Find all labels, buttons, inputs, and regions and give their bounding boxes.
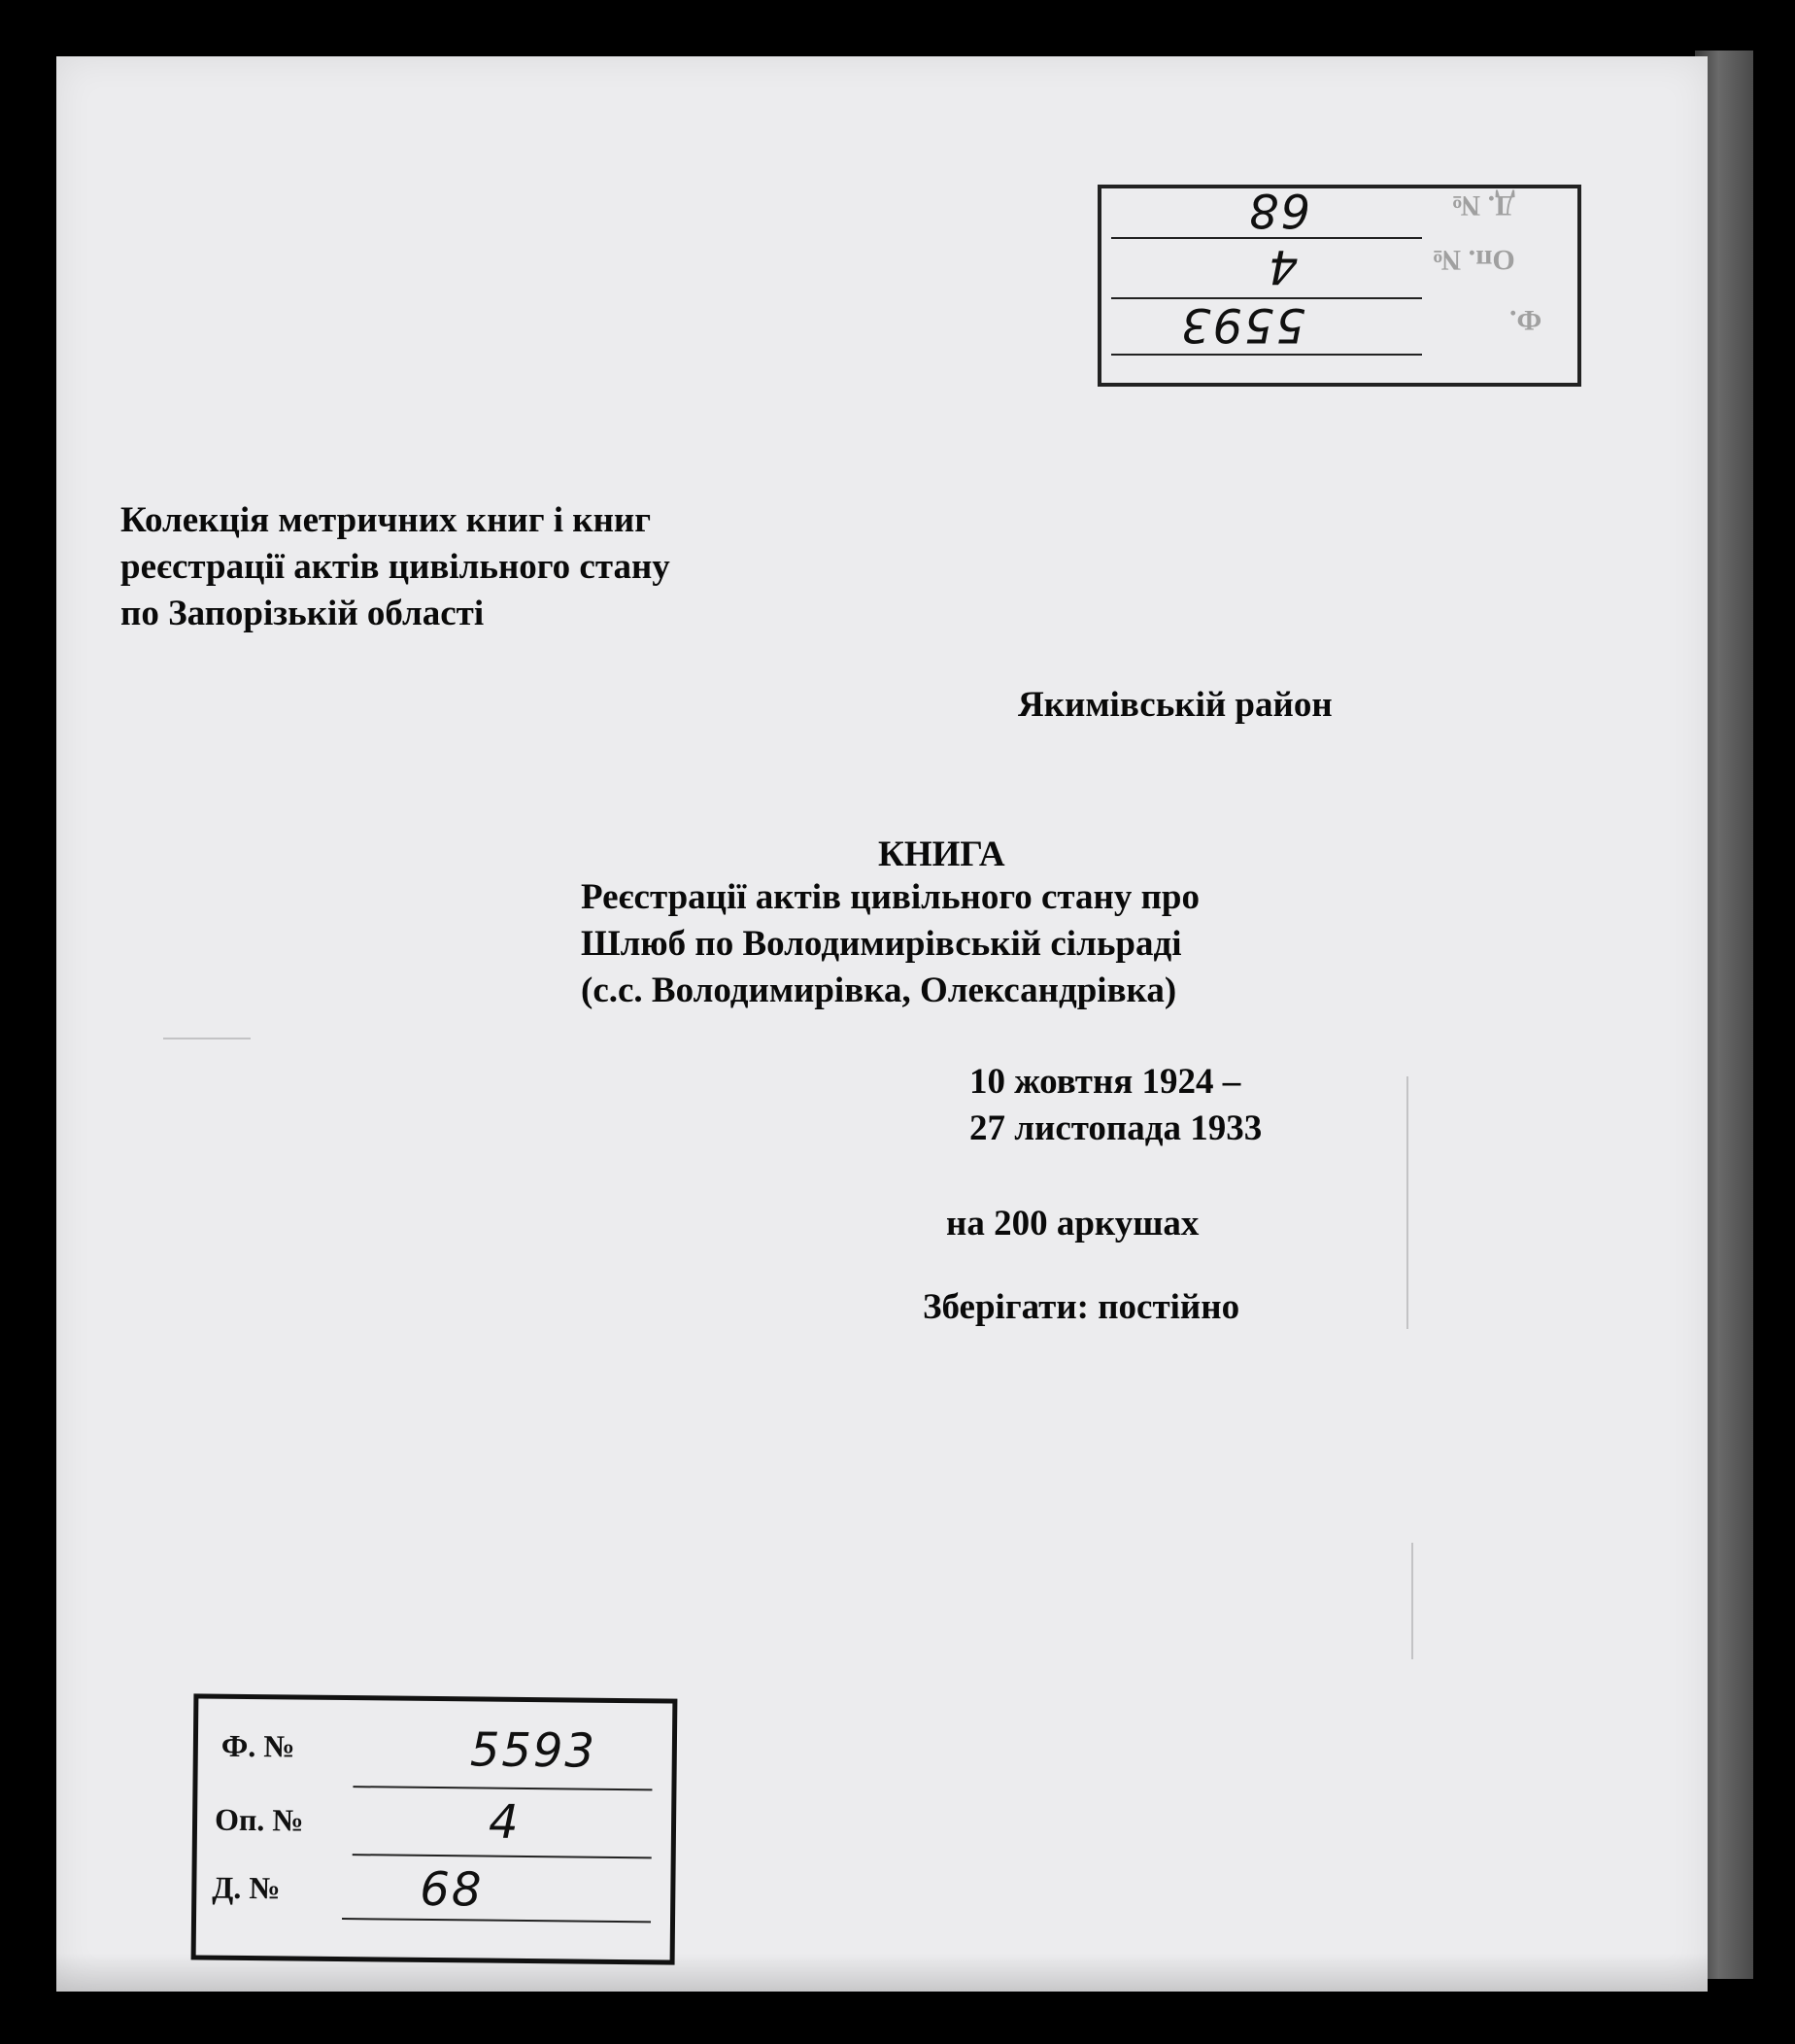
archive-stamp-top <box>1098 185 1581 387</box>
stamp-fond-label: Ф. № <box>220 1727 295 1764</box>
stamp-opys-value: 4 <box>488 1794 521 1850</box>
scan-mark <box>163 1038 251 1039</box>
stamp-opys-label: Оп. № <box>214 1801 304 1838</box>
book-title-line-3: (с.с. Володимирівка, Олександрівка) <box>581 971 1177 1010</box>
retention-note: Зберігати: постійно <box>923 1287 1240 1327</box>
book-title <box>581 874 1200 1014</box>
book-title-line-2: Шлюб по Володимирівській сільраді <box>581 924 1182 964</box>
stamp-sprava-value: 68 <box>420 1861 484 1918</box>
cover-page <box>56 56 1708 1992</box>
stamp-top-fond-value: 5593 <box>1179 297 1306 352</box>
book-title-line-1: Реєстрації актів цивільного стану про <box>581 877 1200 917</box>
scan-mark <box>1411 1543 1413 1659</box>
collection-heading <box>120 497 670 637</box>
stamp-rule <box>353 1786 652 1790</box>
book-heading: КНИГА <box>878 835 1005 874</box>
stamp-rule <box>1111 354 1422 356</box>
stamp-top-sprava-label: Д. № <box>1451 189 1515 221</box>
stamp-top-sprava-value: 68 <box>1247 183 1311 237</box>
stamp-rule <box>342 1918 651 1923</box>
sheet-count: на 200 аркушах <box>946 1204 1200 1243</box>
date-range <box>969 1059 1262 1152</box>
stamp-top-fond-label: Ф. <box>1509 304 1542 336</box>
stamp-top-opys-label: Оп. № <box>1432 244 1515 276</box>
collection-line-1: Колекція метричних книг і книг <box>120 500 652 540</box>
collection-line-2: реєстрації актів цивільного стану <box>120 547 670 587</box>
collection-line-3: по Запорізькій області <box>120 594 485 633</box>
scan-mark <box>1406 1076 1408 1329</box>
date-to: 27 листопада 1933 <box>969 1108 1263 1148</box>
date-from: 10 жовтня 1924 – <box>969 1062 1241 1102</box>
stamp-sprava-label: Д. № <box>212 1869 281 1906</box>
district-label: Якимівській район <box>1018 685 1333 725</box>
archive-stamp-bottom <box>191 1693 678 1964</box>
stamp-fond-value: 5593 <box>469 1722 597 1779</box>
stamp-rule <box>353 1854 652 1858</box>
stamp-top-opys-value: 4 <box>1267 239 1299 293</box>
